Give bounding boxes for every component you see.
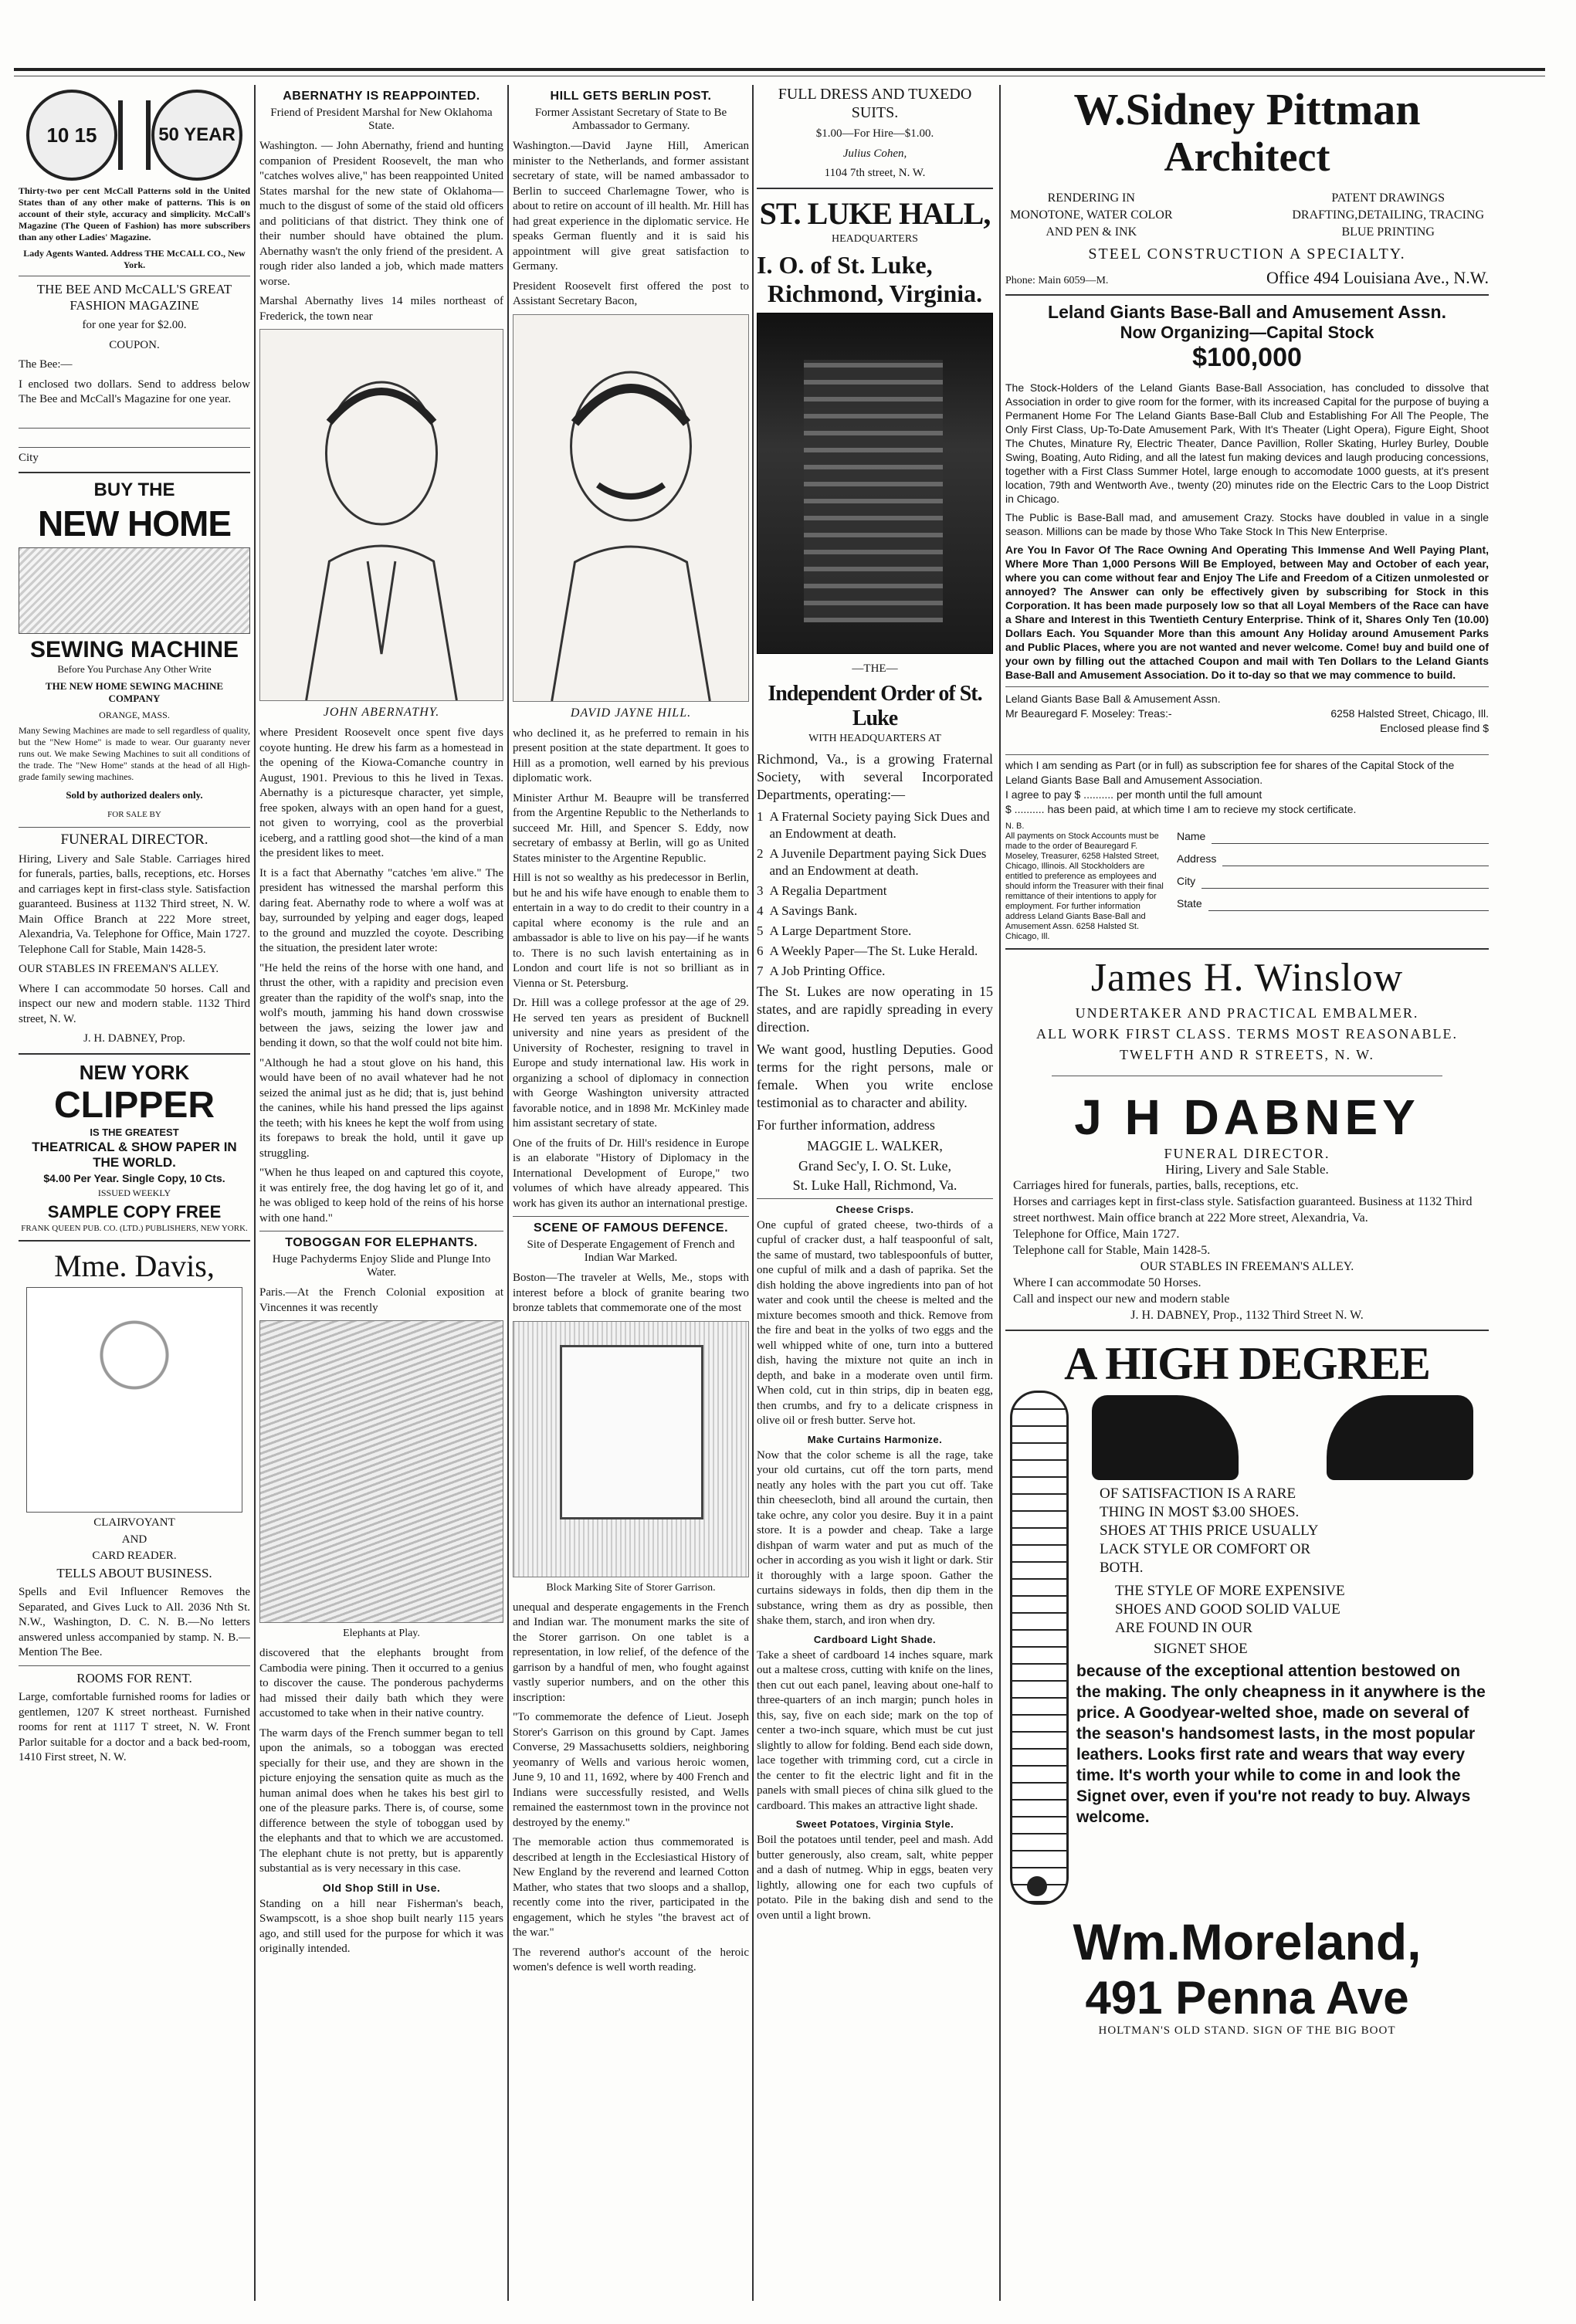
clair-body: Spells and Evil Influencer Removes the Separated, and Gives Luck to All. 2036 Nth St. N.W., Washington, D. C. N. B.—No letters answered unless accompanied by stamp. N. B.—Mention The Bee. (19, 1586, 250, 1658)
dabney-d3: Telephone for Office, Main 1727. (1013, 1228, 1180, 1241)
style-text: THE STYLE OF MORE EXPENSIVE SHOES AND GOOD SOLID VALUE ARE FOUND IN OUR (1115, 1583, 1345, 1636)
coupon-to: The Bee:— (19, 358, 73, 371)
divider (757, 188, 993, 189)
form-field-line[interactable] (1222, 853, 1489, 866)
form-field-line[interactable] (1201, 876, 1489, 889)
form-field[interactable] (1177, 852, 1489, 866)
article-paragraph: The warm days of the French summer began to tell upon the animals, so a toboggan was erected specially for their use, and they are shown in the picture enjoying the sensation quite as much as the human animal does when he takes his best girl to one of the pleasure parks. There is, of course, some difference between the style of toboggan used by the elephants and that to which we are accustomed. The elephant chute is not pretty, but is apparently substantial as is very necessary in this case. (259, 1726, 503, 1875)
abernathy-caption: JOHN ABERNATHY. (323, 706, 440, 719)
shoes-illustration (1092, 1395, 1473, 1480)
architect: Architect (1164, 134, 1330, 180)
agents-wanted: Lady Agents Wanted. Address THE McCALL CO., New York. (23, 248, 246, 270)
pen-ink: AND PEN & INK (1046, 225, 1137, 239)
department-item (757, 963, 993, 980)
stables-title: OUR STABLES IN FREEMAN'S ALLEY. (19, 963, 219, 975)
leland-organizing: Now Organizing—Capital Stock (1120, 323, 1374, 342)
subhead-abernathy: Friend of President Marshal for New Oklahoma State. (270, 107, 493, 132)
signet-shoe-ad (1005, 1391, 1489, 1905)
department-number: 5 (757, 923, 764, 938)
department-item (757, 903, 993, 920)
building-icon (804, 360, 943, 622)
portrait-sketch-icon (513, 315, 748, 701)
rooms-body: Large, comfortable furnished rooms for ladies or gentlemen, 1207 K street northeast. Furnished rooms for rent at 1117 T street, N. W. Front Parlor suitable for a doctor and a back bed-room, 1410 First street, N. W. (19, 1691, 250, 1763)
clipper-sample: SAMPLE COPY FREE (47, 1202, 222, 1221)
leland-p1: The Stock-Holders of the Leland Giants Base-Ball Association, has concluded to dissolve that Association in order to give room for the former, with its increased Capital for the purpose of buying a Permanent Home For The Leland Giants Base-Ball Club and Establishing For All The People, The Only First Class, Up-To-Date Amusement Park, With It's Theater (Light Opera), Figure Eight, Shoot The Chutes, Minature Ry, Electric Theater, Dance Pavillion, Roller Skating, Hurley Burley, Double Swing, Boating, Auto Riding, and all the latest fun making devices and laugh producing concessions, together with a First Class Summer Hotel, large enough to accomodate 1000 guests, at it's present location, 79th and Wentworth Ave., twenty (20) minutes ride on the Electric Cars to the Loop District in Chicago. (1005, 381, 1489, 505)
form-field-label: City (1177, 875, 1196, 887)
department-item (757, 845, 993, 879)
satisfaction-text: OF SATISFACTION IS A RARE THING IN MOST $3.00 SHOES. SHOES AT THIS PRICE USUALLY LACK STYLE OR COMFORT OR BOTH. (1100, 1486, 1318, 1576)
card-reader: CARD READER. (92, 1550, 177, 1562)
divider (513, 1216, 749, 1217)
form-field-label: Address (1177, 852, 1217, 865)
form-field-line[interactable] (1208, 898, 1489, 911)
headline-scene: SCENE OF FAMOUS DEFENCE. (533, 1221, 729, 1235)
hall-address: St. Luke Hall, Richmond, Va. (792, 1177, 957, 1193)
form-field[interactable] (1177, 874, 1489, 889)
form-treas-row (1005, 706, 1489, 721)
order-p2: The St. Lukes are now operating in 15 states, and are rapidly spreading in every direction. (757, 984, 993, 1035)
department-number: 7 (757, 964, 764, 978)
divider (757, 1198, 993, 1199)
patent: PATENT DRAWINGS (1331, 191, 1446, 205)
figure-icon (118, 100, 151, 170)
storer-garrison-illustration (513, 1321, 749, 1577)
clipper-logo: CLIPPER (53, 1084, 215, 1126)
offer-price: for one year for $2.00. (82, 319, 187, 331)
dabney-details (1005, 1177, 1489, 1323)
coupon-city: City (19, 451, 39, 464)
department-text: A Weekly Paper—The St. Luke Herald. (769, 943, 978, 958)
clairvoyant: CLAIRVOYANT (93, 1516, 175, 1529)
funeral-title: FUNERAL DIRECTOR. (60, 832, 208, 848)
article-paragraph: Boil the potatoes until tender, peel and mash. Add butter generously, also cream, salt, white pepper and a dash of nutmeg. Whip in eggs, beaten very lightly, allowing one for each two cupfuls of potato. Pile in the baking dish and send to the oven until a light brown. (757, 1834, 993, 1922)
article-paragraph: One of the fruits of Dr. Hill's residence in Europe is an elaborate "History of Diplomacy in the International Development of Europe," two volumes of which have already appeared. This work has given its author an international prestige. (513, 1137, 749, 1210)
clipper-publisher: FRANK QUEEN PUB. CO. (LTD.) PUBLISHERS, NEW YORK. (21, 1224, 248, 1233)
pittman-office: Office 494 Louisiana Ave., N.W. (1266, 268, 1489, 287)
article-paragraph: Washington. — John Abernathy, friend and hunting companion of President Roosevelt, the man who "catches wolves alive," has been reappointed United States marshal for the new state of Oklahoma—much to the disgust of some of the staid old officers and politicians of that district. They think one of their number should have obtained the plum. Abernathy wasn't the only friend of the president. A rough rider also landed a job, which made matters worse. (259, 140, 503, 288)
department-number: 1 (757, 809, 764, 824)
department-text: A Savings Bank. (769, 903, 858, 918)
thermometer-bulb-icon (1027, 1876, 1047, 1896)
winslow-undertaker: UNDERTAKER AND PRACTICAL EMBALMER. (1075, 1005, 1419, 1021)
dabney-title: J H DABNEY (1074, 1089, 1420, 1145)
headline-hill: HILL GETS BERLIN POST. (550, 90, 712, 103)
form-nb: N. B. (1005, 822, 1025, 831)
department-text: A Job Printing Office. (769, 964, 886, 978)
coupon-label: COUPON. (109, 338, 160, 351)
article-paragraph: "When he thus leaped on and captured this coyote, it was entirely free, the dog having let go of it, and he was obliged to keep hold of the reins of his horse with one hand." (259, 1167, 503, 1225)
subhead-hill: Former Assistant Secretary of State to Be Ambassador to Germany. (534, 107, 727, 132)
dabney-hiring: Hiring, Livery and Sale Stable. (1165, 1162, 1329, 1177)
order-p4: For further information, address (757, 1117, 935, 1133)
mme-davis-portrait (26, 1287, 242, 1513)
article-paragraph: "Although he had a stout glove on his hand, this would have been of no avail whatever had he not seized the animal just as he did; that is, just behind the canines, while his hand pressed the lips against the teeth; with his knees he kept the wolf from using its forepaws to break the hold, until it gave up struggling. (259, 1056, 503, 1160)
headline-crisps: Cheese Crisps. (835, 1203, 914, 1215)
abernathy-portrait (259, 329, 503, 701)
rooms-title: ROOMS FOR RENT. (76, 1670, 192, 1685)
article-paragraph: "He held the reins of the horse with one hand, and thrust the other, with a rapidity and precision even greater than the rapidity of the wolf's snap, into the wolf's mouth, jamming his hand down crosswise between the jaws, seizing the lower jaw and bending it down, so that the wolf could not bite him. (259, 961, 503, 1049)
mme-davis-title: Mme. Davis, (54, 1248, 215, 1283)
dabney-small: J. H. DABNEY, Prop. (83, 1032, 185, 1045)
because-text: because of the exceptional attention bestowed on the making. The only cheapness in it anywhere is the price. A Goodyear-welted shoe, made on several of the season's handsomest lasts, in the most popular leathers. Looks first rate and wears that way every time. It's worth your while to come in and look the Signet over, even if you're not ready to buy. Always welcome. (1076, 1662, 1486, 1826)
st-luke-hall-photo (757, 313, 993, 654)
department-number: 6 (757, 943, 764, 958)
stables-body: Where I can accommodate 50 horses. Call and inspect our new and modern stable. 1132 Third street, N. W. (19, 982, 250, 1025)
form-agree[interactable]: I agree to pay $ .......... per month until the full amount (1005, 788, 1262, 801)
department-text: A Juvenile Department paying Sick Dues and an Endowment at death. (769, 846, 987, 878)
form-fields (1177, 822, 1489, 942)
divider (19, 1240, 250, 1242)
subhead-toboggan: Huge Pachyderms Enjoy Slide and Plunge Into Water. (272, 1253, 491, 1279)
form-blank-line[interactable] (1005, 739, 1489, 755)
department-text: A Large Department Store. (769, 923, 912, 938)
divider (1005, 686, 1489, 687)
clipper-greatest: IS THE GREATEST (90, 1126, 179, 1138)
st-luke-hall: ST. LUKE HALL, (759, 195, 991, 231)
article-paragraph: "To commemorate the defence of Lieut. Joseph Storer's Garrison on this ground by Capt. James Converse, 29 Massachusetts soldiers, neighboring yeomanry of Wells and various heroic women, June 9, 10 and 11, 1692, where by 400 French and Indians were successfully resisted, and Wells remained the easternmost town in the province not destroyed by the enemy." (513, 1711, 749, 1829)
department-number: 4 (757, 903, 764, 918)
holtman-stand: HOLTMAN'S OLD STAND. SIGN OF THE BIG BOOT (1098, 2024, 1396, 2037)
headline-old-shop: Old Shop Still in Use. (322, 1881, 441, 1894)
clipper-weekly: ISSUED WEEKLY (97, 1187, 171, 1198)
headline-potatoes: Sweet Potatoes, Virginia Style. (795, 1818, 954, 1830)
portrait-sketch-icon (260, 330, 503, 700)
divider (19, 1665, 250, 1666)
services-right (1292, 190, 1484, 241)
form-note (1005, 822, 1168, 942)
leland-subscription-form (1005, 692, 1489, 942)
dress-address: 1104 7th street, N. W. (824, 167, 926, 179)
headline-curtains: Make Curtains Harmonize. (807, 1433, 943, 1445)
grand-sec: Grand Sec'y, I. O. St. Luke, (798, 1157, 952, 1174)
headquarters: HEADQUARTERS (832, 232, 918, 245)
column-4 (757, 85, 993, 2301)
headline-toboggan: TOBOGGAN FOR ELEPHANTS. (285, 1236, 478, 1249)
coupon-street-line[interactable] (19, 432, 250, 448)
dress-name: Julius Cohen, (842, 147, 907, 160)
dabney-d1: Carriages hired for funerals, parties, balls, receptions, etc. (1013, 1179, 1299, 1192)
buy-the: BUY THE (93, 479, 175, 500)
departments-list (757, 808, 993, 980)
article-paragraph: Standing on a hill near Fisherman's beach, Swampscott, is a shoe shop built nearly 115 years ago, and still used for the purpose for which it was originally intended. (259, 1897, 503, 1955)
mccall-pattern-logo (26, 90, 242, 181)
article-paragraph: Marshal Abernathy lives 14 miles northeast of Frederick, the town near (259, 295, 503, 323)
headline-shade: Cardboard Light Shade. (813, 1633, 937, 1645)
divider (19, 1053, 250, 1055)
drafting: DRAFTING,DETAILING, TRACING (1292, 208, 1484, 222)
maggie-walker: MAGGIE L. WALKER, (807, 1138, 943, 1154)
thermometer-icon (1010, 1391, 1069, 1905)
form-field-label: Name (1177, 830, 1206, 842)
moreland-name: Wm.Moreland, (1073, 1913, 1422, 1970)
department-item (757, 923, 993, 940)
dabney-d6: Where I can accommodate 50 Horses. (1013, 1276, 1201, 1289)
form-bottom (1005, 822, 1489, 942)
clair-and: AND (121, 1533, 147, 1546)
article-paragraph: where President Roosevelt once spent five days coyote hunting. He drew his farm as a homestead in the opening of the Kiowa-Comanche country in August, 1901. Previous to this he lived in Texas. Abernathy is a picturesque character, yet simple, free spoken, always with an open hand for a guest, not given to worrying, cool as the proverbial iceberg, and a rattling good shot—the kind of a man the president likes to meet. (259, 727, 503, 859)
hill-portrait (513, 314, 749, 702)
offer-title: THE BEE AND McCALL'S GREAT FASHION MAGAZINE (36, 282, 232, 313)
pittman-phone: Phone: Main 6059—M. (1005, 275, 1109, 286)
leland-p2: The Public is Base-Ball mad, and amusement Crazy. Stocks have doubled in value in a single season. Millions can be made by those Who Take Stock In This New Enterprise. (1005, 511, 1489, 537)
article-paragraph: Minister Arthur M. Beaupre will be transferred from the Argentine Republic to the Netherlands to succeed Mr. Hill, and Spencer S. Eddy, now secretary of embassy at Berlin, will go as United States minister to the Argentine Republic. (513, 791, 749, 865)
services-left (1010, 190, 1173, 241)
nh-before: Before You Purchase Any Other Write (57, 663, 212, 675)
dress-title: FULL DRESS AND TUXEDO SUITS. (778, 86, 972, 121)
column-3 (513, 85, 749, 2301)
form-field-label: State (1177, 897, 1202, 910)
article-paragraph: Take a sheet of cardboard 14 inches square, mark out a maltese cross, cutting with knife on the lines, then cut out each panel, leaving about one-half to three-quarters of an inch margin; punch holes in this, say, five on each side; mark on the top of center a two-inch square, which must be cut just slightly to allow for folding. Bend each side down, lace together with trimming cord, cut a circle in the center to fit the electric light and fit in the panels with small pieces of china silk glued to the cardboard. This makes an attractive light shade. (757, 1648, 993, 1812)
column-5-ads (1005, 85, 1489, 2301)
hill-caption: DAVID JAYNE HILL. (570, 706, 692, 720)
subhead-scene: Site of Desperate Engagement of French and Indian War Marked. (527, 1238, 735, 1264)
dabney-d2: Horses and carriages kept in first-class style. Satisfaction guaranteed. Business at 1132 Third street northwest. Main office branch at 222 More street, Alexandria, Va. (1013, 1195, 1473, 1225)
elephants-caption: Elephants at Play. (343, 1628, 420, 1639)
form-field[interactable] (1177, 829, 1489, 844)
clipper-theatrical: THEATRICAL & SHOW PAPER IN THE WORLD. (32, 1139, 237, 1170)
clipper-price: $4.00 Per Year. Single Copy, 10 Cts. (43, 1171, 225, 1184)
signet-name: SIGNET SHOE (1154, 1641, 1248, 1657)
iosl: I. O. of St. Luke, (757, 251, 933, 279)
form-address: 6258 Halsted Street, Chicago, Ill. (1330, 707, 1489, 720)
leland-capital: $100,000 (1192, 343, 1302, 372)
article-paragraph: Hill is not so wealthy as his predecessor in Berlin, but he and his wife have enough to enable them to entertain in a way to do credit to their country in a capital where economy is the rule and an ambassador is able to live on his pay—if he wants to. There is no such lavish entertaining as in London and court life is not so brilliant as in Vienna or St. Petersburg. (513, 872, 749, 990)
top-rule (14, 68, 1545, 71)
article-paragraph: It is a fact that Abernathy "catches 'em alive." The president has witnessed the marshal perform this daring feat. Abernathy rode to where a wolf was at bay, surrounded by yelping and eager dogs, leaped to the ground and muzzled the coyote. Describing the situation, the president later wrote: (259, 866, 503, 954)
sewing-machine-illustration (19, 547, 250, 634)
pittman-contact (1005, 268, 1489, 288)
form-field-line[interactable] (1212, 831, 1489, 844)
department-item (757, 883, 993, 899)
article-paragraph: President Roosevelt first offered the post to Assistant Secretary Bacon, (513, 279, 749, 307)
clipper-top: NEW YORK (79, 1060, 190, 1084)
department-text: A Fraternal Society paying Sick Dues and an Endowment at death. (769, 809, 990, 841)
winslow-terms: ALL WORK FIRST CLASS. TERMS MOST REASONABLE. (1035, 1026, 1459, 1042)
pittman-services (1010, 190, 1484, 241)
order-body: Richmond, Va., is a growing Fraternal Society, with several Incorporated Departments, operating:— (757, 751, 993, 802)
shoe-icon (1092, 1395, 1239, 1480)
pattern-badge-right: 50 YEAR (151, 90, 242, 181)
column-2 (259, 85, 503, 2301)
steel-construction: STEEL CONSTRUCTION A SPECIALTY. (1088, 246, 1406, 263)
elephants-illustration (259, 1320, 503, 1623)
divider (1005, 294, 1489, 296)
divider (19, 472, 250, 473)
department-number: 3 (757, 883, 764, 898)
article-paragraph: One cupful of grated cheese, two-thirds of a cupful of cracker dust, a half teaspoonful of salt, the same of mustard, two tablespoonfuls of butter, one cupful of milk and a dash of paprika. Set the dish holding the above ingredients into pan of hot water and cook until the cheese is melted and the mixture becomes smooth and thick. Remove from the fire and beat in the yolks of two eggs and the well whipped white of one, turn into a buttered dish, having the mixture not quite an inch in depth, and bake in a moderate oven until firm. When cold, cut in thin strips, dip in beaten egg, then crumbs, and fry to a delicate crispness in olive oil or fresh butter. Serve hot. (757, 1218, 993, 1427)
form-which: which I am sending as Part (or in full) as subscription fee for shares of the Capital Stock of the Leland Giants Base Ball and Amusement Association. (1005, 759, 1455, 786)
article-paragraph: who declined it, as he preferred to remain in his present position at the state department. It goes to Hill as a promotion, well earned by his previous diplomatic work. (513, 727, 749, 784)
leland-title: Leland Giants Base-Ball and Amusement Assn. (1048, 302, 1446, 322)
richmond-virginia: Richmond, Virginia. (767, 279, 983, 307)
winslow-address: TWELFTH AND R STREETS, N. W. (1119, 1047, 1374, 1062)
article-paragraph: Dr. Hill was a college professor at the age of 29. He served ten years as president of Bucknell university and nine years as president of the University of Rochester, resigning to travel in Europe and study international law. His work in organizing a school of diplomacy in connection with George Washington university attracted favorable notice, and in 1898 Mr. McKinley made him assistant secretary of state. (513, 997, 749, 1130)
form-enclosed[interactable]: Enclosed please find $ (1380, 722, 1489, 734)
dabney-d7: Call and inspect our new and modern stable (1013, 1292, 1230, 1306)
winslow-name: James H. Winslow (1090, 956, 1404, 1000)
form-assn: Leland Giants Base Ball & Amusement Assn. (1005, 693, 1221, 705)
shoe-icon (1327, 1395, 1473, 1480)
pittman-name: W.Sidney Pittman (1073, 85, 1421, 134)
monument-block-icon (560, 1345, 703, 1519)
article-paragraph: Paris.—At the French Colonial exposition at Vincennes it was recently (259, 1286, 503, 1314)
form-nb-body: All payments on Stock Accounts must be made to the order of Beauregard F. Moseley, Treasurer, 6258 Halsted Street, Chicago, Illinois. All Stockholders are entitled to preference as employees and should inform the Treasurer with their final remittance of their intentions to apply for employment. For further information address Leland Giants Base-Ball and Amusement Assn. 6258 Halsted St. Chicago, Ill. (1005, 832, 1164, 941)
rendering: RENDERING IN (1047, 191, 1135, 205)
department-item (757, 943, 993, 960)
article-paragraph: discovered that the elephants brought from Cambodia were pining. Then it occurred to a genius to discover the cause. The ponderous pachyderms had missed their daily bath which they were accustomed to take when in their native country. (259, 1647, 503, 1719)
monotone: MONOTONE, WATER COLOR (1010, 208, 1173, 222)
divider (1005, 948, 1489, 950)
column-divider (254, 85, 256, 2301)
leland-p3: Are You In Favor Of The Race Owning And Operating This Immense And Well Paying Plant, Where More Than 1,000 Persons Will Be Employed, between May and October of each year, where you can come without fear and Enjoy The Life and Freedom of a Citizen unmolested or annoyed? The Answer can only be effectively given by subscribing for Stock in this Corporation. It has been made purposely low so that all Loyal Members of the Race can have a Share and Interest in this Twentieth Century Enterprise. Think of it, Shares Only Ten (10.00) Dollars Each. You Squander More than this amount Any Holiday around Amusement Parks and Public Places, where you are not wanted and never welcome. Come! buy and build one of your own by filling out the attached Coupon and mail with Ten Dollars to the Leland Giants Base-Ball and Amusement Association. Do it to-day so that we may commence to build. (1005, 544, 1489, 681)
column-divider (507, 85, 509, 2301)
form-field[interactable] (1177, 896, 1489, 911)
order-p3: We want good, hustling Deputies. Good terms for the right persons, male or female. When you write enclose testimonial as to character and ability. (757, 1042, 993, 1110)
divider (1005, 1330, 1489, 1331)
divider (19, 827, 250, 828)
dabney-d5: OUR STABLES IN FREEMAN'S ALLEY. (1140, 1260, 1354, 1273)
dabney-d8: J. H. DABNEY, Prop., 1132 Third Street N. W. (1130, 1309, 1364, 1322)
column-divider (752, 85, 754, 2301)
pattern-badge-left: 10 15 (26, 90, 117, 181)
department-item (757, 808, 993, 842)
dabney-fd: FUNERAL DIRECTOR. (1164, 1146, 1330, 1161)
nh-body: Many Sewing Machines are made to sell regardless of quality, but the "New Home" is made to wear. Our guaranty never runs out. We make Sewing Machines to suit all conditions of the trade. The "New Home" stands at the head of all High-grade family sewing machines. (19, 725, 250, 782)
article-paragraph: The reverend author's account of the heroic women's defence is well worth reading. (513, 1946, 749, 1973)
column-1-ads (19, 85, 250, 2301)
signet-shoe-text (1076, 1391, 1489, 1905)
headline-abernathy: ABERNATHY IS REAPPOINTED. (283, 90, 480, 103)
article-paragraph: Now that the color scheme is all the rage, take your old curtains, cut off the torn parts, mend neatly any holes with the part you cut off. Take thin cheesecloth, bind all around the curtain, then take ochre, any color you desire. Buy it in a paint store. It is a powder and cheap. Take a large dishpan of warm water and put as much of the ocher in according as you wish it light or dark. Stir it thoroughly with a large spoon. Gather the curtains sideways in folds, then dip them in the substance, wring them as dry as possible, then shake them, starch, and iron when dry. (757, 1448, 993, 1627)
column-divider (999, 85, 1001, 2301)
tells-business: TELLS ABOUT BUSINESS. (56, 1565, 212, 1580)
article-paragraph: The memorable action thus commemorated is described at length in the Ecclesiastical History of New England by the reverend and learned Cotton Mather, who states that two sloops and a shallop, recently come into the river, participated in the engagement, which he styles "the bravest act of the war." (513, 1836, 749, 1939)
the-label: —THE— (852, 662, 898, 675)
sewing-machine-title: SEWING MACHINE (30, 637, 239, 662)
coupon-name-line[interactable] (19, 412, 250, 429)
dabney-d4: Telephone call for Stable, Main 1428-5. (1013, 1244, 1211, 1257)
article-paragraph: Boston—The traveler at Wells, Me., stops with interest before a block of granite bearing two bronze tablets that commemorate one of the most (513, 1272, 749, 1314)
with-hq: WITH HEADQUARTERS AT (808, 732, 941, 744)
dress-price: $1.00—For Hire—$1.00. (815, 127, 934, 140)
scene-caption: Block Marking Site of Storer Garrison. (546, 1581, 716, 1594)
nh-company: THE NEW HOME SEWING MACHINE COMPANY (45, 680, 224, 704)
form-paid[interactable]: $ .......... has been paid, at which time I am to recieve my stock certificate. (1005, 803, 1357, 815)
high-degree-title: A HIGH DEGREE (1064, 1338, 1430, 1389)
nh-sold: Sold by authorized dealers only. (66, 789, 203, 801)
nh-orange: ORANGE, MASS. (99, 710, 170, 720)
article-paragraph: Washington.—David Jayne Hill, American minister to the Netherlands, and former assistant secretary of state, will be named ambassador to Berlin to succeed Charlemagne Tower, who is about to retire on account of ill health. Mr. Hill has had great experience in the diplomatic service. He speaks German fluently and it is said his appointment will give great satisfaction to Germany. (513, 140, 749, 273)
new-home-logo: NEW HOME (37, 503, 232, 544)
independent-order-title: Independent Order of St. Luke (768, 681, 982, 730)
moreland-address: 491 Penna Ave (1085, 1972, 1409, 2024)
article-paragraph: unequal and desperate engagements in the French and Indian war. The monument marks the site of the Storer garrison. On one tablet is a representation, in low relief, of the defence of the garrison by a handful of men, who fought against vastly superior numbers, and on the other this inscription: (513, 1601, 749, 1704)
blue-printing: BLUE PRINTING (1341, 225, 1435, 239)
department-number: 2 (757, 846, 764, 861)
mccall-text: Thirty-two per cent McCall Patterns sold in the United States than of any other make of patterns. This is on account of their style, accuracy and simplicity. McCall's Magazine (The Queen of Fashion) has more subscribers than any other Ladies' Magazine. (19, 185, 250, 242)
department-text: A Regalia Department (769, 883, 887, 898)
funeral-body: Hiring, Livery and Sale Stable. Carriages hired for funerals, parties, balls, receptions, etc. Horses and carriages kept in first-class style. Satisfaction guaranteed. Business at 1132 Third street, N. W. Main Office Branch at 222 More street, Alexandria, Va. Telephone for Office, Main 1727. Telephone Call for Stable, Main 1428-5. (19, 852, 250, 956)
coupon-body: I enclosed two dollars. Send to address below The Bee and McCall's Magazine for one year. (19, 378, 250, 405)
nh-sale: FOR SALE BY (107, 809, 161, 819)
form-treas: Mr Beauregard F. Moseley: Treas:- (1005, 707, 1172, 720)
